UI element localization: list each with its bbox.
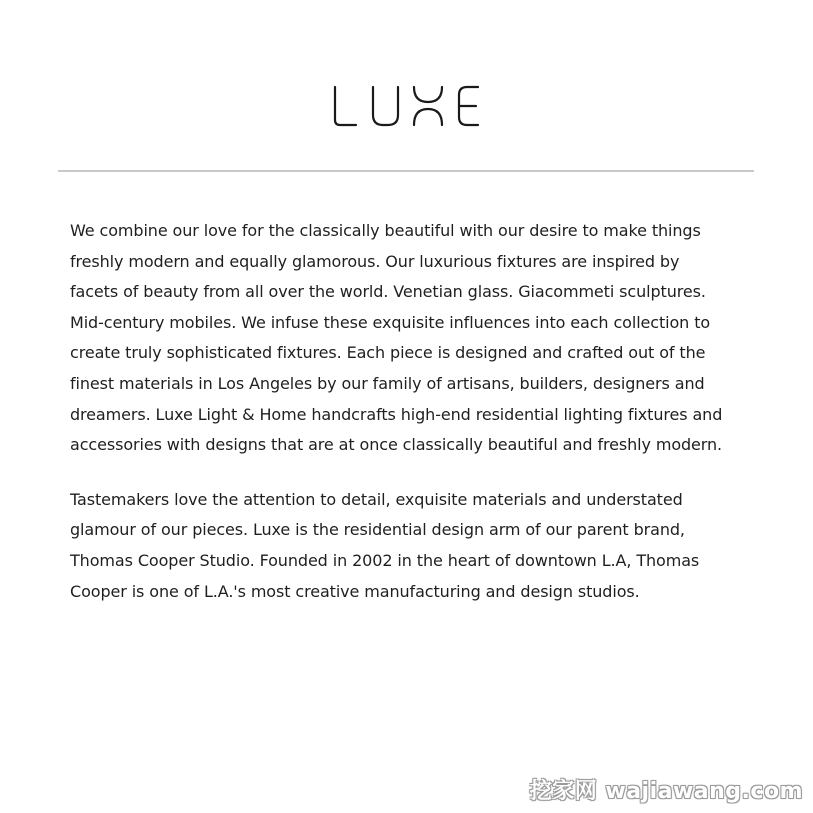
paragraph-line: finest materials in Los Angeles by our family of artisans, builders, designers and xyxy=(70,373,705,393)
luxe-logo-icon xyxy=(332,82,482,130)
about-paragraph-1 xyxy=(70,216,760,461)
paragraph-line: Cooper is one of L.A.'s most creative manufacturing and design studios. xyxy=(70,581,640,601)
paragraph-line: Tastemakers love the attention to detail, exquisite materials and understated xyxy=(70,489,683,509)
brand-logo xyxy=(0,82,813,130)
paragraph-line: accessories with designs that are at once classically beautiful and freshly modern. xyxy=(70,435,723,455)
about-paragraph-2 xyxy=(70,485,760,607)
paragraph-line: facets of beauty from all over the world. Venetian glass. Giacommeti sculptures. xyxy=(70,282,706,302)
paragraph-line: Mid-century mobiles. We infuse these exquisite influences into each collection to xyxy=(70,312,711,332)
paragraph-line: glamour of our pieces. Luxe is the residential design arm of our parent brand, xyxy=(70,520,685,540)
paragraph-line: Thomas Cooper Studio. Founded in 2002 in the heart of downtown L.A, Thomas xyxy=(70,550,700,570)
about-content xyxy=(70,216,760,631)
paragraph-line: We combine our love for the classically beautiful with our desire to make things xyxy=(70,221,701,240)
paragraph-line: freshly modern and equally glamorous. Our luxurious fixtures are inspired by xyxy=(70,251,680,271)
paragraph-line: dreamers. Luxe Light & Home handcrafts high-end residential lighting fixtures and xyxy=(70,404,723,424)
header-divider xyxy=(58,170,754,172)
site-watermark: 挖家网 wajiawang.com xyxy=(529,779,803,804)
paragraph-line: create truly sophisticated fixtures. Each piece is designed and crafted out of the xyxy=(70,343,706,363)
